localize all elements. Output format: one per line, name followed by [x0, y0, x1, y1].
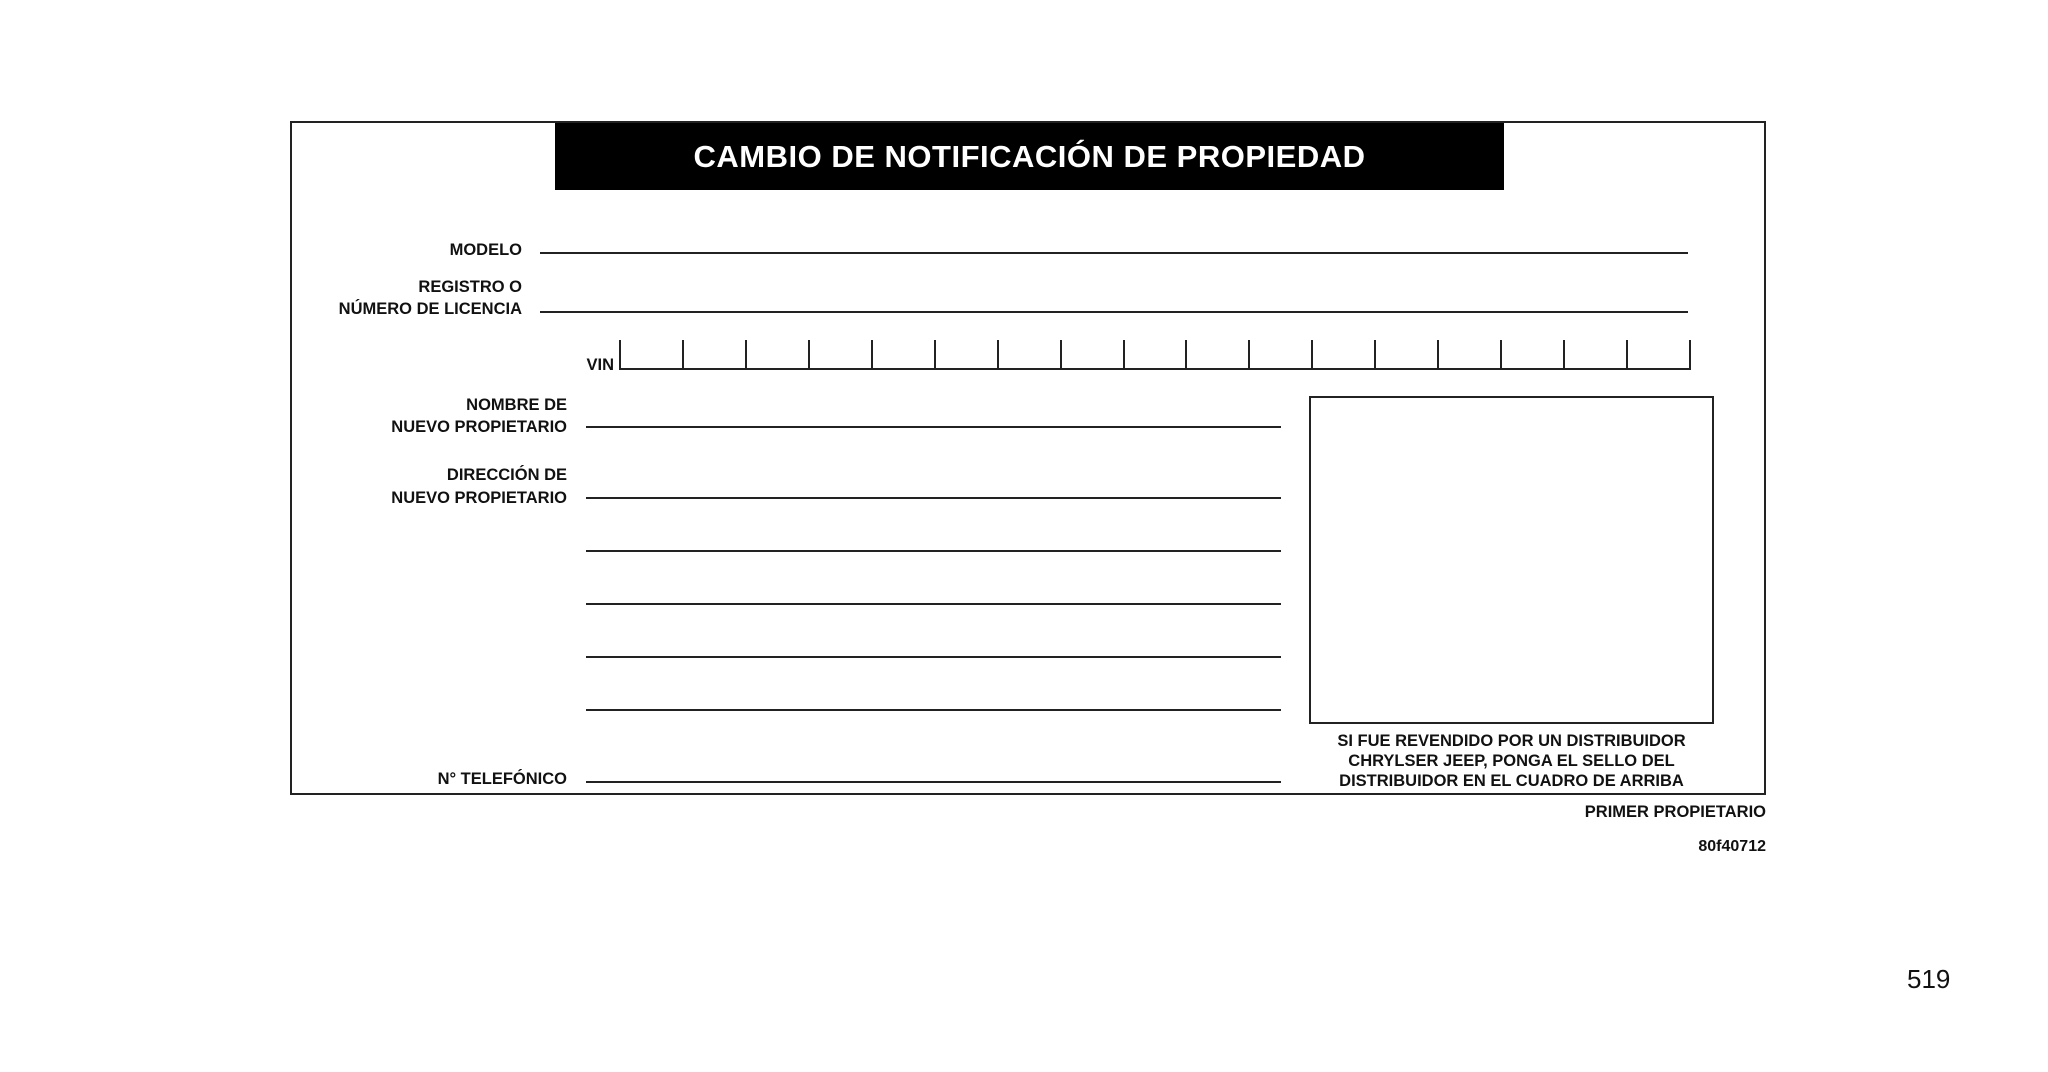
- registro-label-line2: NÚMERO DE LICENCIA: [338, 300, 522, 318]
- vin-cell[interactable]: [1062, 340, 1125, 368]
- modelo-field[interactable]: [540, 252, 1688, 254]
- vin-cell[interactable]: [1250, 340, 1313, 368]
- direccion-label-line2: NUEVO PROPIETARIO: [391, 489, 567, 507]
- nombre-field[interactable]: [586, 426, 1281, 428]
- stamp-caption-line3: DISTRIBUIDOR EN EL CUADRO DE ARRIBA: [1339, 772, 1684, 790]
- vin-label: VIN: [586, 356, 614, 374]
- figure-code: 80f40712: [1698, 838, 1766, 855]
- vin-cell[interactable]: [936, 340, 999, 368]
- direccion-field-5[interactable]: [586, 709, 1281, 711]
- vin-cell[interactable]: [1376, 340, 1439, 368]
- vin-cell[interactable]: [684, 340, 747, 368]
- direccion-field-1[interactable]: [586, 497, 1281, 499]
- registro-label-line1: REGISTRO O: [418, 278, 522, 296]
- vin-cell[interactable]: [1565, 340, 1628, 368]
- telefono-field[interactable]: [586, 781, 1281, 783]
- vin-cell[interactable]: [1502, 340, 1565, 368]
- direccion-field-4[interactable]: [586, 656, 1281, 658]
- vin-field[interactable]: [619, 340, 1691, 370]
- direccion-label-line1: DIRECCIÓN DE: [446, 466, 567, 484]
- dealer-stamp-box: [1309, 396, 1714, 724]
- direccion-field-3[interactable]: [586, 603, 1281, 605]
- footer-owner-label: PRIMER PROPIETARIO: [1584, 803, 1766, 821]
- page-number: 519: [1907, 964, 1951, 994]
- ownership-change-form: [290, 121, 1766, 795]
- nombre-label-line1: NOMBRE DE: [466, 396, 567, 414]
- vin-cell[interactable]: [873, 340, 936, 368]
- stamp-caption-line2: CHRYLSER JEEP, PONGA EL SELLO DEL: [1348, 752, 1675, 770]
- stamp-caption-line1: SI FUE REVENDIDO POR UN DISTRIBUIDOR: [1337, 732, 1686, 750]
- vin-cell[interactable]: [1439, 340, 1502, 368]
- direccion-field-2[interactable]: [586, 550, 1281, 552]
- vin-cell[interactable]: [1125, 340, 1188, 368]
- vin-cell[interactable]: [999, 340, 1062, 368]
- registro-field[interactable]: [540, 311, 1688, 313]
- vin-cell[interactable]: [621, 340, 684, 368]
- vin-cell[interactable]: [1187, 340, 1250, 368]
- nombre-label-line2: NUEVO PROPIETARIO: [391, 418, 567, 436]
- form-title: CAMBIO DE NOTIFICACIÓN DE PROPIEDAD: [555, 123, 1504, 190]
- vin-cell[interactable]: [1628, 340, 1691, 368]
- vin-cell[interactable]: [810, 340, 873, 368]
- stamp-caption: [1299, 731, 1724, 791]
- vin-cell[interactable]: [1313, 340, 1376, 368]
- modelo-label: MODELO: [449, 241, 522, 259]
- telefono-label: N° TELEFÓNICO: [437, 770, 567, 788]
- vin-cell[interactable]: [747, 340, 810, 368]
